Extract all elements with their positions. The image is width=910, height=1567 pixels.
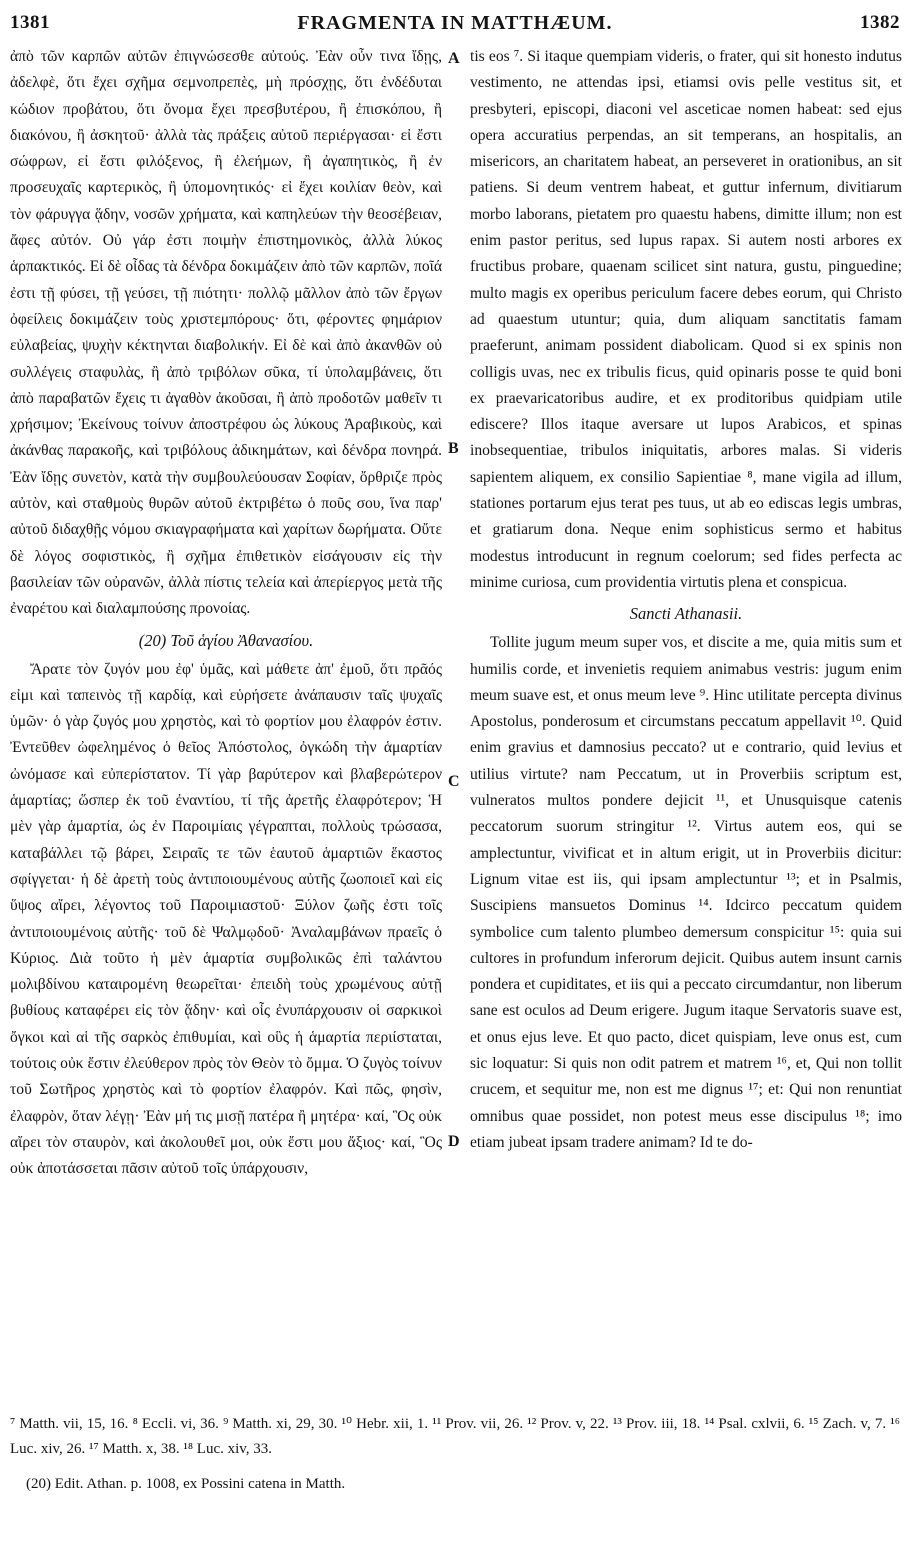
running-header [10, 12, 900, 42]
footnotes [10, 1412, 900, 1497]
page-number-right: 1382 [860, 12, 900, 33]
latin-section-heading: Sancti Athanasii. [629, 604, 743, 624]
running-title: FRAGMENTA IN MATTHÆUM. [297, 12, 613, 34]
greek-section-heading: (20) Τοῦ ἁγίου Ἀθανασίου. [138, 630, 314, 650]
margin-marker-d: D [448, 1133, 460, 1150]
source-note: (20) Edit. Athan. p. 1008, ex Possini catena in Matth. [26, 1476, 346, 1492]
greek-paragraph-2: Ἄρατε τὸν ζυγόν μου ἐφ' ὑμᾶς, καὶ μάθετε ἀπ' ἐμοῦ, ὅτι πρᾶός εἰμι καὶ ταπεινὸς τῇ καρδίᾳ, καὶ εὑρήσετε ἀνάπαυσιν ταῖς ψυχαῖς ὑμῶν· ὁ γὰρ ζυγός μου χρηστὸς, καὶ τὸ φορτίον μου ἐλαφρόν ἐστιν. Ἐντεῦθεν ὠφεληµένος ὁ θεῖος Ἀπόστολος, ὀγκώδη τὴν ἁμαρτίαν ὠνόμασε καὶ εὐπερίστατον. Τί γὰρ βαρύτερον καὶ βλαβερώτερον ἁμαρτίας; ὥσπερ ἐκ τοῦ ἐναντίου, τί τῆς ἀρετῆς ἐλαφρότερον; Ἡ μὲν γὰρ ἁμαρτία, ὡς ἐν Παροιμίαις γέγραπται, πολλοὺς τρώσασα, καταβάλλει τῷ βάρει, Σειραῖς τε τῶν ἑαυτοῦ ἁμαρτιῶν ἕκαστος σφίγγεται· ἡ δὲ ἀρετὴ τοὺς ἀντιποιουμένους αὐτῆς ζωοποιεῖ καὶ εἰς ὕψος αἴρει, λέγοντος τοῦ Παροιμιαστοῦ· Ξύλον ζωῆς ἐστι τοῖς ἀντιποιουμένοις αὐτῆς· τοῦ δὲ Ψαλμῳδοῦ· Ἀναλαμβάνων πραεῖς ὁ Κύριος. Διὰ τοῦτο ἡ μὲν ἁμαρτία συμβολικῶς ἐπὶ ταλάντου μολιβδίνου καταιρομένη θεωρεῖται· ἐπειδὴ τοὺς χρωμένους αὐτῇ βυθίους καταφέρει εἰς τὸν ᾅδην· καὶ οἷς ἐνυπάρχουσιν οἱ σαρκικοὶ ὄγκοι καὶ αἱ τῆς σαρκὸς ἐπιθυμίαι, καὶ οὓς ἡ ἁμαρτία περιίσταται, τούτοις οὐκ ἔστιν ἐλεύθερον πρὸς τὸν Θεὸν τὸ ὄμμα. Ὁ ζυγὸς τοίνυν τοῦ Σωτῆρος χρηστὸς καὶ τὸ φορτίον ἐλαφρόν. Καὶ πῶς, φησὶν, ἐλαφρὸν, ὅταν λέγῃ· Ἐὰν μή τις μισῇ πατέρα ἢ μητέρα· καί, Ὃς οὐκ αἴρει τὸν σταυρὸν, καὶ ἀκολουθεῖ μοι, οὐκ ἔστι μου ἄξιος· καί, Ὃς οὐκ ἀποτάσσεται πᾶσιν αὐτοῦ τοῖς ὑπάρχουσιν, [10, 660, 442, 1178]
margin-marker-a: A [448, 50, 460, 67]
latin-column [470, 44, 902, 1394]
greek-column [10, 44, 442, 1394]
footnote-references: ⁷ Matth. vii, 15, 16. ⁸ Eccli. vi, 36. ⁹ Matth. xi, 29, 30. ¹⁰ Hebr. xii, 1. ¹¹ Prov. vii, 26. ¹² Prov. v, 22. ¹³ Prov. iii, 18. ¹⁴ Psal. cxlvii, 6. ¹⁵ Zach. v, 7. ¹⁶ Luc. xiv, 26. ¹⁷ Matth. x, 38. ¹⁸ Luc. xiv, 33. [10, 1416, 900, 1457]
margin-marker-c: C [448, 773, 460, 790]
latin-paragraph-2: Tollite jugum meum super vos, et discite a me, quia mitis sum et humilis corde, et invenietis requiem animabus vestris: jugum enim meum suave est, et onus meum leve ⁹. Hinc utilitate percepta divinus Apostolus, ponderosum et circumstans peccatum appellavit ¹⁰. Quid enim gravius et damnosius peccato? ut e contrario, quid levius et utilius virtute? nam Peccatum, ut in Proverbiis scriptum est, vulneratos multos pondere dejicit ¹¹, et Unusquisque catenis peccatorum suorum stringitur ¹². Virtus autem eos, qui se amplectuntur, vivificat et in altum erigit, ut in Proverbiis dicitur: Lignum vitae est iis, qui ipsam amplectuntur ¹³; et in Psalmis, Suscipiens mansuetos Dominus ¹⁴. Idcirco peccatum quidem symbolice cum talento plumbeo demersum conspicitur ¹⁵: quia sui cultores in profundum inferorum dejicit. Quibus autem insunt carnis pondera et cupiditates, et iis qui a peccato circumdantur, non liberum sane est oculos ad Deum erigere. Jugum itaque Servatoris suave est, et onus ejus leve. Et quo pacto, dicet quispiam, leve onus est, cum sic loquatur: Si quis non odit patrem et matrem ¹⁶, et, Qui non tollit crucem, et sequitur me, non est me dignus ¹⁷; et: Qui non renuntiat omnibus quae possidet, non potest meus esse discipulus ¹⁸; imo etiam jubeat ipsam tradere animam? Id te do- [470, 634, 902, 1151]
latin-paragraph-1: tis eos ⁷. Si itaque quempiam videris, o frater, qui sit honesto indutus vestimento, ne attendas ipsi, etiamsi ovis pelle vestitus sit, et presbyteri, episcopi, diaconi vel asceticae nomen habeat: sed ejus opera accuratius perpendas, an sit temperans, an hospitalis, an misericors, an charitatem habeat, an perseveret in orationibus, an sit patiens. Si deum ventrem habeat, et guttur infernum, divitiarum morbo laborans, pietatem pro quaestu habens, dimitte illum; non est enim pastor peritus, sed lupus rapax. Si autem nosti arbores ex fructibus probare, quaenam scilicet sint natura, gustu, pinguedine; multo magis ex operibus periculum facere debes eorum, qui Christo ad quaestum utuntur; quia, dum aliquam sanctitatis famam praeferunt, animam possident diabolicam. Quod si ex spinis non colligis uvas, nec ex tribulis ficus, quid opinaris posse te quid boni ex praevaricatoribus audire, et ex proditoribus quidpiam utile ediscere? Illos itaque aversare ut lupos Arabicos, et spinas inobsequentiae, tribulos iniquitatis, arbores malas. Si videris sapientem aliquem, ex consilio Sapientiae ⁸, mane vigila ad illum, stationes portarum ejus terat pes tuus, ut ab eo ediscas legis umbras, et gratiarum dona. Neque enim sophisticus sermo et habitus modestus introducunt in regnum coelorum; sed fides perfecta ac minime curiosa, cum providentia virtutis plena et conspicua. [470, 48, 902, 591]
greek-paragraph-1: ἀπὸ τῶν καρπῶν αὐτῶν ἐπιγνώσεσθε αὐτούς. Ἐὰν οὖν τινα ἴδῃς, ἀδελφὲ, ὅτι ἔχει σχῆμα σεμνοπρεπὲς, μὴ πρόσχῃς, ὅτι ἐνδέδυται κώδιον προβάτου, ὅτι ὄνομα ἔχει πρεσβυτέρου, ἢ ἐπισκόπου, ἢ διακόνου, ἢ ἀσκητοῦ· ἀλλὰ τὰς πράξεις αὐτοῦ περιέργασαι· εἰ ἔστι σώφρων, εἰ ἔστι φιλόξενος, ἢ ἐλεήμων, ἢ ἀγαπητικὸς, ἢ ἐν προσευχαῖς καρτερικὸς, ἢ ὑπομονητικός· εἰ ἔχει κοιλίαν θεὸν, καὶ τὸν φάρυγγα ᾅδην, νοσῶν χρήματα, καὶ καπηλεύων τὴν θεοσέβειαν, ἄφες αὐτόν. Οὐ γάρ ἐστι ποιμὴν ἐπιστημονικὸς, ἀλλὰ λύκος ἁρπακτικός. Εἰ δὲ οἶδας τὰ δένδρα δοκιμάζειν ἀπὸ τῶν καρπῶν, ποῖά ἐστι τῇ φύσει, τῇ γεύσει, τῇ πιότητι· πολλῷ μᾶλλον ἀπὸ τῶν ἔργων ὀφείλεις δοκιμάζειν τοὺς χριστεμπόρους· ὅτι, φέροντες φημάριον εὐλαβείας, ψυχὴν κέκτηνται διαβολικήν. Εἰ δὲ καὶ ἀπὸ ἀκανθῶν οὐ συλλέγεις σταφυλὰς, ἢ ἀπὸ τριβόλων σῦκα, τί ὑπολαμβάνεις, ὅτι ἀπὸ παραβατῶν ἔχεις τι ἀγαθὸν ἀκοῦσαι, ἢ ἀπὸ προδοτῶν μαθεῖν τι χρήσιμον; Ἐκείνους τοίνυν ἀποστρέφου ὡς λύκους Ἀραβικοὺς, καὶ ἀκάνθας παρακοῆς, καὶ τριβόλους ἀδικημάτων, καὶ δένδρα πονηρά. Ἐὰν ἴδῃς συνετὸν, κατὰ τὴν συμβουλεύουσαν Σοφίαν, ὄρθριζε πρὸς αὐτὸν, καὶ σταθμοὺς θυρῶν αὐτοῦ ἐκτριβέτω ὁ ποῦς σου, ἵνα παρ' αὐτοῦ διδαχθῇς νόμου σκιαγραφήματα καὶ χαρίτων δωρήματα. Οὔτε δὲ λόγος σοφιστικὸς, ἢ σχῆμα ἐπιθετικὸν εἰσάγουσιν εἰς τὴν βασιλείαν τῶν οὐρανῶν, ἀλλὰ πίστις τελεία καὶ ἀπερίεργος μετὰ τῆς ἐναρέτου καὶ διαλαμπούσης προνοίας. [10, 48, 442, 618]
margin-marker-b: B [448, 440, 459, 457]
page-number-left: 1381 [10, 12, 50, 33]
